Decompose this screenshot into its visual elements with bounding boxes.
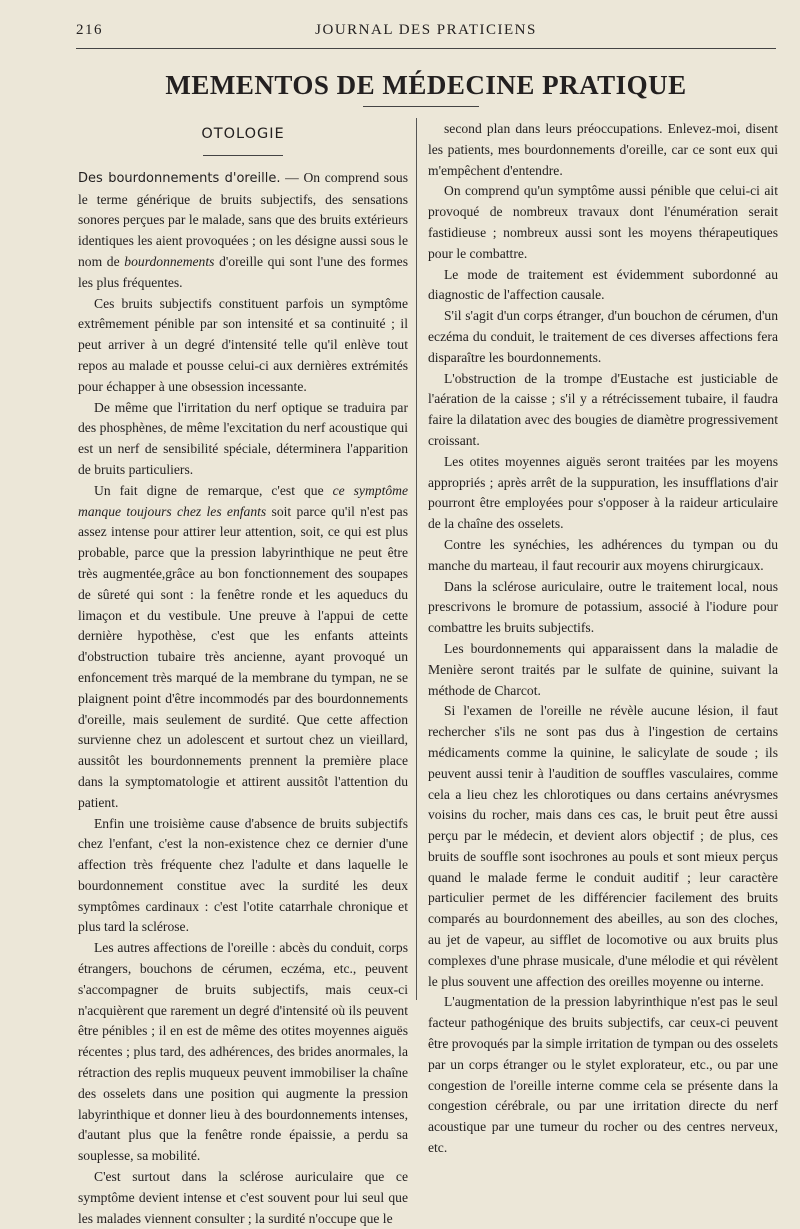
subsection-title: OTOLOGIE	[201, 126, 285, 142]
article-lead-title: Des bourdonnements d'oreille.	[78, 170, 281, 186]
paragraph-text: L'augmentation de la pression labyrinthique n'est pas le seul facteur pathogénique des bruits subjectifs, car ceux-ci peuvent être provoqués par la simple irritation de tympan ou des osselets par un corps étranger ou le stylet explorateur, etc., ou par une congestion de l'oreille interne comme cela se présente dans la congestion cérébrale, ou par une irritation directe du nerf acoustique par une tumeur du rocher ou des centres nerveux, etc.	[428, 994, 778, 1156]
header-rule	[76, 48, 776, 49]
paragraph-text: Ces bruits subjectifs constituent parfois un symptôme extrêmement pénible par son intensité et sa continuité ; il peut arriver à un degré d'intensité telle qu'il enlève tout repos au malade et pousse celui-ci aux dernières extrémités pour échapper à une obsession incessante.	[78, 295, 408, 394]
left-paragraphs	[78, 168, 408, 1229]
paragraph	[428, 265, 778, 307]
subsection-rule	[203, 155, 283, 156]
paragraph	[428, 535, 778, 577]
left-column	[78, 124, 408, 1229]
paragraph-text: C'est surtout dans la sclérose auriculaire que ce symptôme devient intense et c'est souvent pour lui seul que les malades viennent consulter ; la surdité n'occupe que le	[78, 1169, 408, 1226]
running-head	[76, 22, 776, 42]
paragraph	[78, 398, 408, 481]
paragraph	[428, 639, 778, 701]
paragraph-text: Dans la sclérose auriculaire, outre le traitement local, nous prescrivons le bromure de potassium, associé à l'iodure pour combattre les bruits subjectifs.	[428, 578, 778, 636]
paragraph	[78, 481, 408, 814]
paragraph	[78, 168, 408, 294]
paragraph-text: Enfin une troisième cause d'absence de bruits subjectifs chez l'enfant, c'est la non-existence chez ce dernier d'une affection très fréquente chez l'adulte et dans laquelle le bourdonnement constitue avec la surdité les deux symptômes cardinaux : c'est l'otite catarrhale chronique et plus tard la sclérose.	[78, 815, 408, 935]
italic-text: bourdonnements	[124, 253, 215, 269]
paragraph-text: soit parce qu'il n'est pas assez intense pour attirer leur attention, soit, ce qui est plus probable, parce que la pression labyrinthique ne peut être très augmentée,grâce au bon fonctionnement des soupapes de sûreté qui sont : la fenêtre ronde et les aqueducs du limaçon et du vestibule. Une preuve à l'appui de cette dernière hypothèse, c'est que les enfants atteints d'obstruction tubaire très ancienne, ayant provoqué un enfoncement très marqué de la membrane du tympan, ne se plaignent point d'être incommodés par des bourdonnements d'oreille, mais seulement de surdité. Que cette affection survienne chez un adolescent et surtout chez un vieillard, aussitôt les bourdonnements prennent la première place dans la symptomatologie et attirent aussitôt l'attention du patient.	[78, 503, 409, 810]
right-paragraphs	[428, 119, 778, 1159]
paragraph-text: Si l'examen de l'oreille ne révèle aucune lésion, il faut rechercher s'ils ne sont pas dus à l'ingestion de certains médicaments comme la quinine, le salicylate de soude ; ils peuvent aussi tenir à l'audition de souffles vasculaires, comme cela a lieu chez les chlorotiques ou dans certains anévrysmes voisins du rocher, mais dans ces cas, le bruit peut être aussi perçu par le médecin, et devient alors objectif ; de plus, ces bruits de souffle sont isochrones au pouls et sont mieux perçus quand le malade ferme le conduit auditif ; leur caractère particulier permet de les différencier facilement des bruits comparés au bourdonnement des abeilles, au son des cloches, au jet de vapeur, au sifflet de locomotive ou aux bruits plus complexes d'une phrase musicale, d'une mélodie et qui révèlent le plus souvent une affection des oreilles moyenne ou interne.	[428, 703, 778, 989]
paragraph	[428, 119, 778, 181]
paragraph	[78, 814, 408, 939]
paragraph	[428, 181, 778, 264]
paragraph	[428, 992, 778, 1158]
title-rule	[363, 106, 479, 107]
paragraph-text: — On comprend sous le terme générique de bruits subjectifs, des sensations sonores perçues par le malade, sans que des bruits extérieurs identiques les aient provoquées ; on les désigne aussi sous le nom de	[78, 169, 408, 269]
paragraph	[428, 577, 778, 639]
section-title: MEMENTOS DE MÉDECINE PRATIQUE	[165, 70, 687, 100]
paragraph	[428, 452, 778, 535]
italic-text: ce symptôme manque toujours chez les enfants	[78, 482, 409, 519]
paragraph-text: De même que l'irritation du nerf optique se traduira par des phosphènes, de même l'excitation du nerf acoustique qui est un nerf de sensibilité spéciale, déterminera l'apparition de bruits particuliers.	[78, 399, 408, 477]
paragraph-text: S'il s'agit d'un corps étranger, d'un bouchon de cérumen, d'un eczéma du conduit, le traitement de ces diverses affections fera disparaître les bourdonnements.	[428, 308, 778, 365]
paragraph-text: second plan dans leurs préoccupations. Enlevez-moi, disent les patients, mes bourdonnements d'oreille, car ce sont eux qui m'empêchent d'entendre.	[428, 121, 778, 178]
column-divider	[416, 118, 417, 1000]
page-number: 216	[76, 22, 103, 38]
journal-title: JOURNAL DES PRATICIENS	[315, 22, 537, 38]
paragraph-text: Les autres affections de l'oreille : abcès du conduit, corps étrangers, bouchons de cérumen, eczéma, etc., peuvent s'accompagner de bruits subjectifs, mais ceux-ci n'acquièrent que rarement un degré d'intensité où ils peuvent être pénibles ; il en est de même des otites moyennes aiguës récentes ; plus tard, des adhérences, des brides anormales, la rétraction des replis muqueux peuvent immobiliser la chaîne des osselets dans une position qui augmente la pression labyrinthique et donner lieu à des bourdonnements intenses, d'autant plus que la fenêtre ronde épaissie, a perdu sa souplesse, sa mobilité.	[78, 940, 408, 1164]
paragraph-text: Les bourdonnements qui apparaissent dans la maladie de Menière seront traités par le sulfate de quinine, suivant la méthode de Charcot.	[428, 640, 778, 698]
paragraph-text: Les otites moyennes aiguës seront traitées par les moyens appropriés ; après arrêt de la suppuration, les insufflations d'air pourront être employées pour s'opposer à la raideur articulaire de la chaîne des osselets.	[428, 453, 778, 532]
paragraph	[78, 1167, 408, 1229]
paragraph	[428, 701, 778, 992]
right-column	[428, 119, 778, 1159]
paragraph	[428, 306, 778, 368]
paragraph	[78, 294, 408, 398]
paragraph-text: On comprend qu'un symptôme aussi pénible que celui-ci ait provoqué de nombreux travaux dont l'énumération serait fastidieuse ; nombreux aussi sont les moyens thérapeutiques pour le combattre.	[428, 183, 778, 261]
paragraph-text: Un fait digne de remarque, c'est que	[94, 482, 333, 498]
paragraph-text: Contre les synéchies, les adhérences du tympan ou du manche du marteau, il faut recourir aux moyens chirurgicaux.	[428, 536, 778, 573]
paragraph-text: L'obstruction de la trompe d'Eustache est justiciable de l'aération de la caisse ; s'il y a rétrécissement tubaire, il faudra faire la dilatation avec des bougies de diamètre progressivement croissant.	[428, 370, 778, 448]
paragraph-text: Le mode de traitement est évidemment subordonné au diagnostic de l'affection causale.	[428, 266, 778, 303]
paragraph	[78, 938, 408, 1167]
paragraph-text: d'oreille qui sont l'une des formes les plus fréquentes.	[78, 253, 408, 290]
paragraph	[428, 369, 778, 452]
